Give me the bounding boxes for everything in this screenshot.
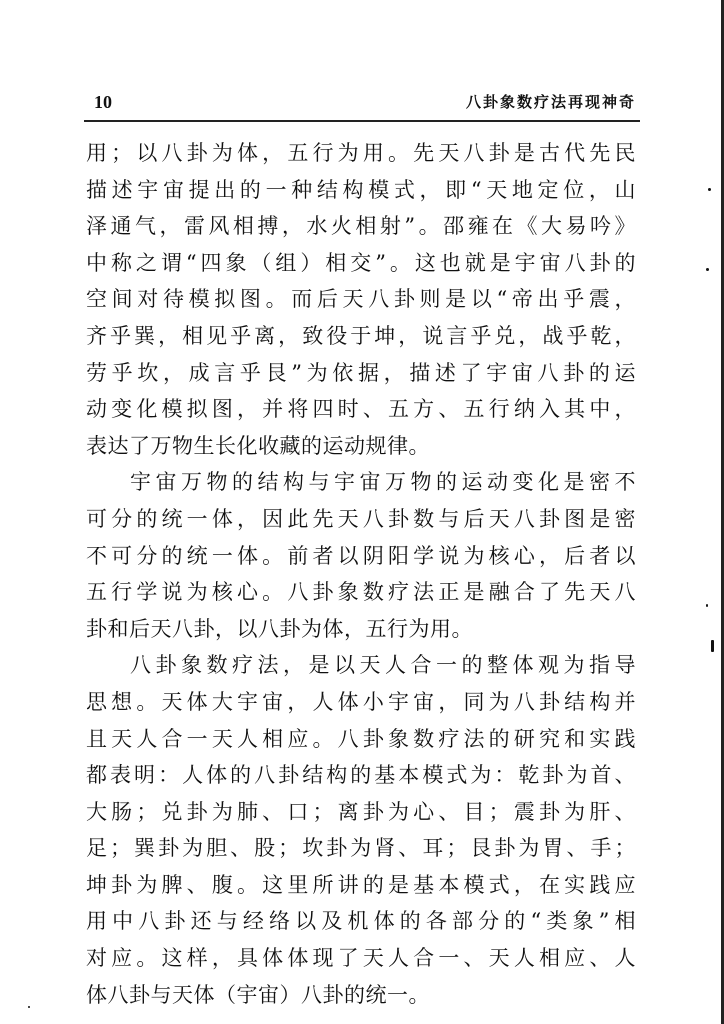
scan-speck [28, 1006, 30, 1008]
text-line: 劳乎坎，成言乎艮”为依据，描述了宇宙八卦的运 [86, 360, 636, 385]
text-line: 都表明：人体的八卦结构的基本模式为：乾卦为首、 [86, 763, 636, 788]
page-number: 10 [94, 92, 112, 112]
text-line: 八卦象数疗法，是以天人合一的整体观为指导 [130, 653, 636, 678]
page-header [86, 88, 640, 118]
text-line: 中称之谓“四象（组）相交”。这也就是宇宙八卦的 [86, 250, 636, 275]
text-line: 足；巽卦为胆、股；坎卦为肾、耳；艮卦为胃、手； [86, 836, 636, 861]
header-rule [84, 120, 640, 122]
scan-speck [706, 604, 708, 607]
text-line: 宇宙万物的结构与宇宙万物的运动变化是密不 [130, 470, 636, 495]
text-line: 可分的统一体，因此先天八卦数与后天八卦图是密 [86, 506, 636, 531]
text-line: 表达了万物生长化收藏的运动规律。 [86, 433, 430, 458]
text-line: 且天人合一天人相应。八卦象数疗法的研究和实践 [86, 726, 636, 751]
text-line: 不可分的统一体。前者以阴阳学说为核心，后者以 [86, 543, 636, 568]
paragraph [86, 647, 636, 1013]
scan-speck [711, 640, 714, 652]
text-line: 动变化模拟图，并将四时、五方、五行纳入其中， [86, 397, 636, 422]
text-line: 对应。这样，具体体现了天人合一、天人相应、人 [86, 946, 636, 971]
paragraph [86, 464, 636, 647]
text-line: 卦和后天八卦，以八卦为体，五行为用。 [86, 616, 473, 641]
text-line: 体八卦与天体（宇宙）八卦的统一。 [86, 982, 430, 1007]
running-title: 八卦象数疗法再现神奇 [465, 93, 636, 111]
text-line: 五行学说为核心。八卦象数疗法正是融合了先天八 [86, 580, 636, 605]
body-text [86, 135, 636, 1013]
text-line: 齐乎巽，相见乎离，致役于坤，说言乎兑，战乎乾， [86, 323, 636, 348]
text-line: 思想。天体大宇宙，人体小宇宙，同为八卦结构并 [86, 689, 636, 714]
text-line: 泽通气，雷风相搏，水火相射”。邵雍在《大易吟》 [86, 214, 636, 239]
text-line: 描述宇宙提出的一种结构模式，即“天地定位，山 [86, 177, 636, 202]
scan-speck [708, 188, 711, 191]
paragraph [86, 135, 636, 464]
text-line: 用；以八卦为体，五行为用。先天八卦是古代先民 [86, 141, 636, 165]
text-line: 大肠；兑卦为肺、口；离卦为心、目；震卦为肝、 [86, 799, 636, 824]
text-line: 坤卦为脾、腹。这里所讲的是基本模式，在实践应 [86, 872, 636, 897]
text-line: 空间对待模拟图。而后天八卦则是以“帝出乎震， [86, 287, 636, 312]
text-line: 用中八卦还与经络以及机体的各部分的“类象”相 [86, 909, 636, 934]
scan-speck [706, 268, 709, 271]
